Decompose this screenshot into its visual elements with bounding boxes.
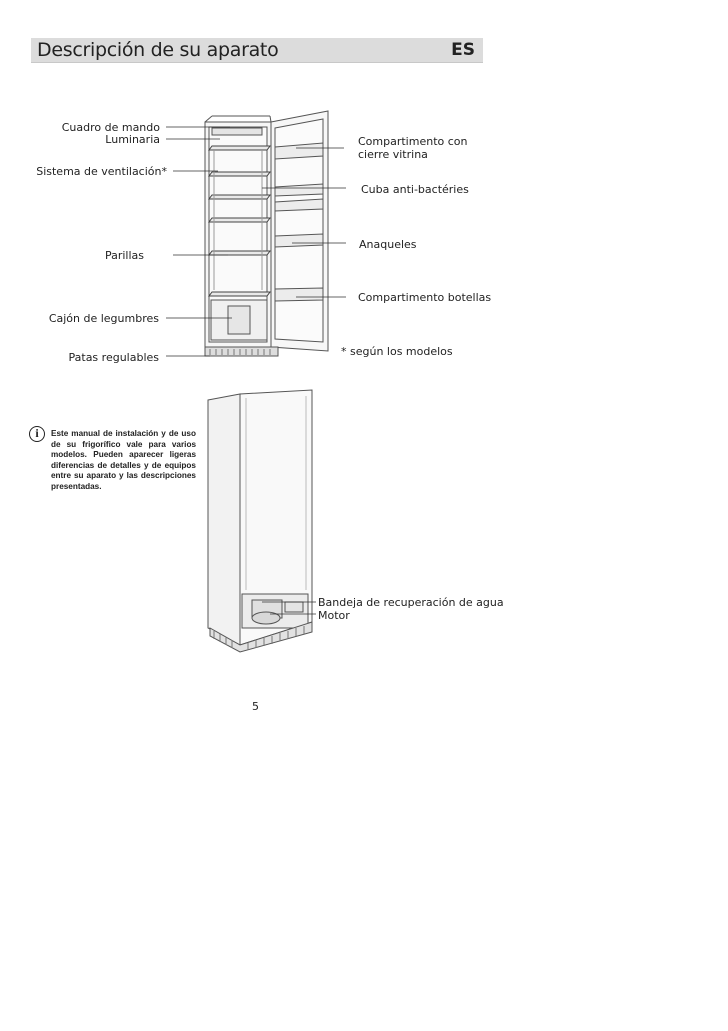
label-cajon-legumbres: Cajón de legumbres	[48, 312, 159, 325]
label-parillas: Parillas	[104, 249, 144, 262]
language-code: ES	[451, 40, 475, 60]
page-number: 5	[252, 700, 259, 713]
label-luminaria: Luminaria	[105, 133, 160, 146]
page-title: Descripción de su aparato	[37, 39, 279, 61]
info-note: Este manual de instalación y de uso de su frigorífico vale para varios modelos. Pueden aparecer ligeras diferencias de detalles y de equipos entre su aparato y las descripciones presentadas.	[51, 429, 196, 491]
label-segun-modelos: * según los modelos	[341, 345, 453, 358]
label-compartimento-vitrina-line1: Compartimento con	[358, 135, 468, 148]
label-cuadro-de-mando: Cuadro de mando	[61, 121, 160, 134]
label-patas-regulables: Patas regulables	[68, 351, 159, 364]
label-compartimento-vitrina-line2: cierre vitrina	[358, 148, 428, 161]
label-bandeja: Bandeja de recuperación de agua	[318, 596, 504, 609]
label-cuba: Cuba anti-bactéries	[361, 183, 469, 196]
label-compartimento-botellas: Compartimento botellas	[358, 291, 492, 304]
label-motor: Motor	[318, 609, 350, 622]
label-sistema-ventilacion: Sistema de ventilación*	[36, 165, 167, 178]
label-anaqueles: Anaqueles	[359, 238, 417, 251]
info-icon: i	[29, 426, 45, 442]
